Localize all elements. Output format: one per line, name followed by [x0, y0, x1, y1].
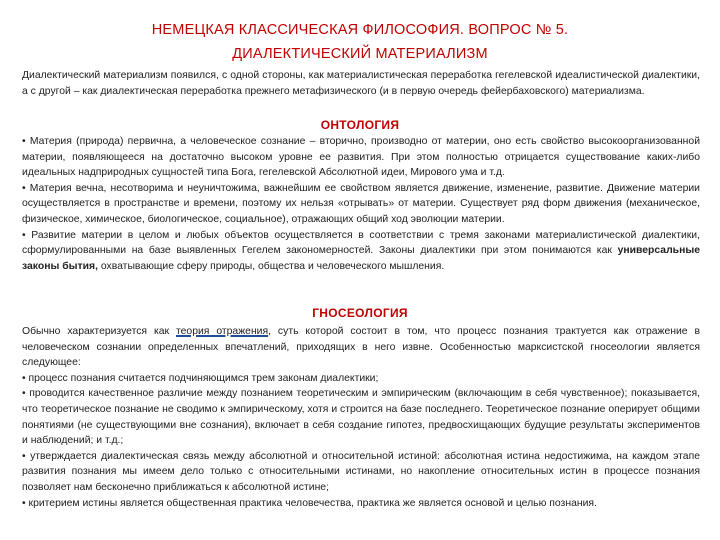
- ontology-bullet-3-text: • Развитие материи в целом и любых объектов осуществляется в соответствии с тремя законами материалистической диалектики, сформулированными на базе выявленных Гегелем закономерностей. Законы диалектики при этом понимаются как: [22, 229, 700, 257]
- ontology-bullet-2: • Материя вечна, несотворима и неуничтожима, важнейшим ее свойством является движение, изменение, развитие. Движение материи осуществляется в пространстве и времени, поэтому их нельзя «отрывать» от материи. Существует ряд форм движения (механическое, физическое, химическое, биологическое, социальное), отражающих общий ход эволюции материи.: [22, 182, 700, 225]
- ontology-bullet-1: • Материя (природа) первична, а человеческое сознание – вторично, производно от материи, оно есть свойство высокоорганизованной материи, появляющееся на достаточно высоком уровне ее развития. При этом полностью отрицается существование каких-либо идеальных надприродных сущностей типа Бога, гегелевской Абсолютной идеи, Мирового ума и т.д.: [22, 136, 700, 179]
- title-line-2: ДИАЛЕКТИЧЕСКИЙ МАТЕРИАЛИЗМ: [232, 46, 488, 62]
- gnoseology-bullet-4: • критерием истины является общественная практика человечества, практика же является основой и целью познания.: [22, 497, 597, 509]
- ontology-bold-phrase: универсальные законы бытия,: [22, 245, 700, 272]
- gnoseology-bullet-3: • утверждается диалектическая связь между абсолютной и относительной истиной: абсолютная истина недостижима, на каждом этапе развития познания мы имеем дело только с относительными истинами, но накопление относительных истин в процессе познания позволяет нам бесконечно приближаться к абсолютной истине;: [22, 450, 700, 493]
- intro-text: Диалектический материализм появился, с одной стороны, как материалистическая переработка гегелевской идеалистической диалектики, а с другой – как диалектическая переработка прежнего метафизического (и в первую очередь фейербаховского) материализма.: [22, 70, 700, 97]
- reflection-theory-link[interactable]: теория отражения: [176, 326, 269, 337]
- gnoseology-intro: [22, 324, 700, 371]
- intro-paragraph: [22, 68, 700, 99]
- ontology-bullet-3: [22, 228, 700, 275]
- gnoseology-section: [22, 324, 700, 511]
- ontology-bullet-3-end: охватывающие сферу природы, общества и человеческого мышления.: [97, 260, 445, 272]
- gnoseology-bullet-1: • процесс познания считается подчиняющимся трем законам диалектики;: [22, 372, 379, 384]
- ontology-section: [22, 134, 700, 274]
- gnoseology-intro-text: Обычно характеризуется как: [22, 326, 177, 337]
- gnoseology-bullet-2: • проводится качественное различие между познанием теоретическим и эмпирическим (включающим в себя чувственное); показывается, что теоретическое познание не сводимо к эмпирическому, хотя и строится на базе последнего. Теоретическое познание оперирует общими понятиями (не существующими вне сознания), включает в себя создание гипотез, предвосхищающих будущие результаты экспериментов и наблюдений; и т.д.;: [22, 388, 700, 447]
- ontology-heading: ОНТОЛОГИЯ: [320, 118, 400, 132]
- gnoseology-heading: ГНОСЕОЛОГИЯ: [312, 306, 408, 320]
- title-line-1: НЕМЕЦКАЯ КЛАССИЧЕСКАЯ ФИЛОСОФИЯ. ВОПРОС № 5.: [151, 22, 569, 38]
- gnoseology-intro-end: , суть которой состоит в том, что процесс познания трактуется как отражение в человеческом сознании определенных впечатлений, приходящих в него извне. Особенностью марксистской гносеологии является следующее:: [22, 326, 701, 369]
